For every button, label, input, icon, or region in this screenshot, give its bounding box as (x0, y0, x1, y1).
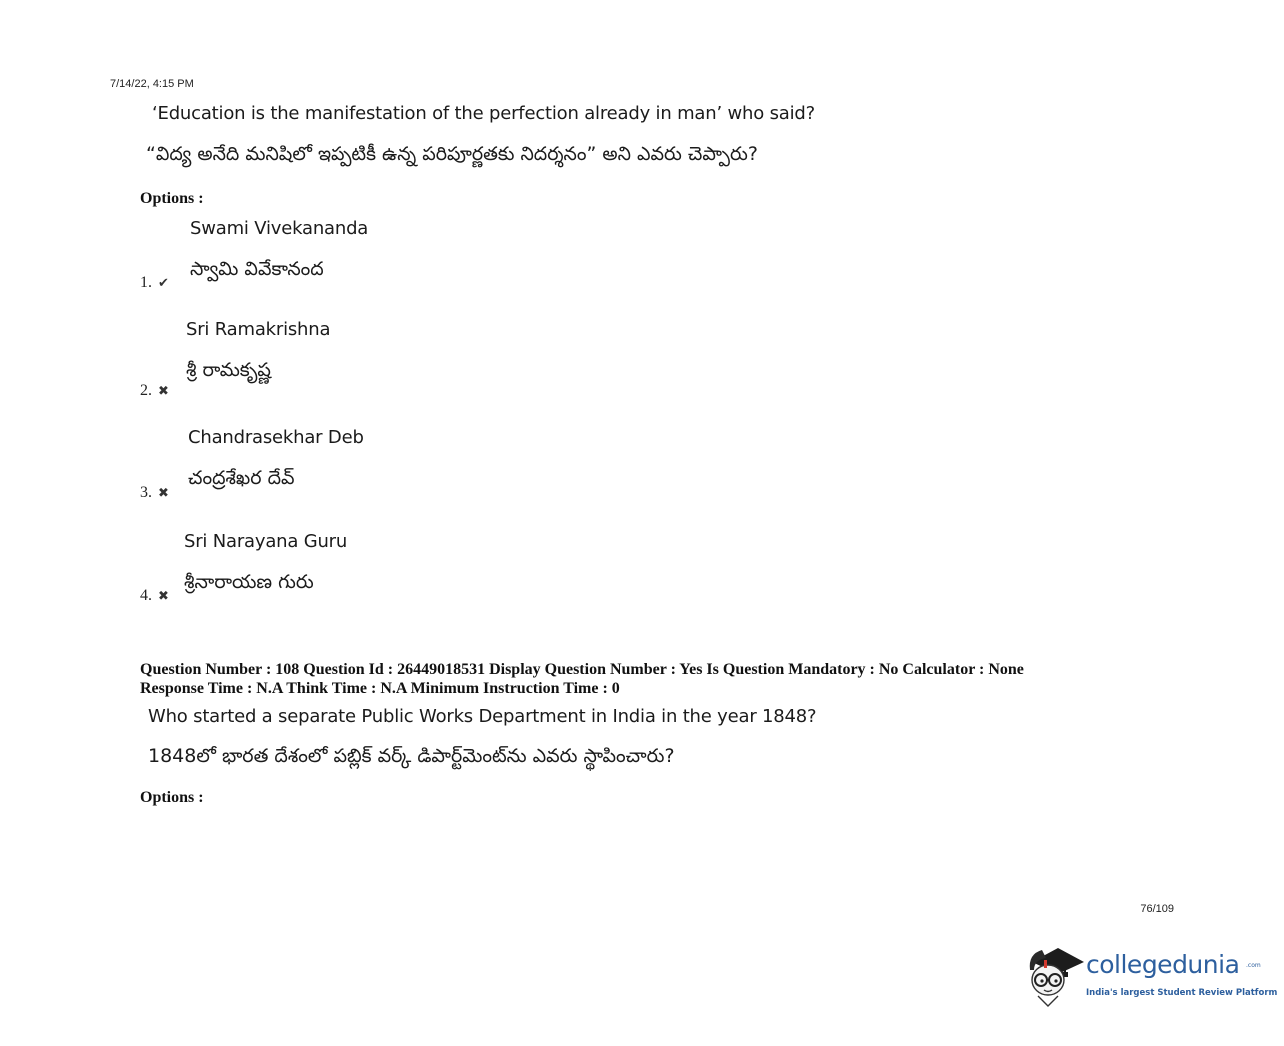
option-3-telugu: చంద్రశేఖర దేవ్ (188, 467, 295, 489)
print-timestamp: 7/14/22, 4:15 PM (110, 78, 194, 90)
wrong-cross-icon: ✖ (158, 486, 169, 501)
question-text-english: ‘Education is the manifestation of the perfection already in man’ who said? (152, 103, 815, 124)
option-number-label: 2. (140, 382, 152, 399)
option-3-number (140, 484, 169, 502)
student-mascot-icon (1024, 940, 1086, 1010)
option-2-english: Sri Ramakrishna (186, 319, 331, 340)
logo-wordmark: collegedunia (1086, 950, 1240, 979)
option-2-telugu: శ్రీ రామకృష్ణ (186, 359, 271, 381)
question-text-telugu: 1848లో భారత దేశంలో పబ్లిక్ వర్క్ డిపార్ట్‌మెంట్‌ను ఎవరు స్థాపించారు? (148, 745, 675, 767)
correct-check-icon: ✔ (158, 276, 169, 291)
option-4-english: Sri Narayana Guru (184, 531, 348, 552)
option-1-english: Swami Vivekananda (190, 218, 369, 239)
option-number-label: 4. (140, 587, 152, 604)
option-4-telugu: శ్రీనారాయణ గురు (184, 571, 314, 593)
option-number-label: 1. (140, 274, 152, 291)
question-meta-line-1: Question Number : 108 Question Id : 26449018531 Display Question Number : Yes Is Question Mandatory : No Calculator : None (140, 661, 1024, 678)
option-2-number (140, 382, 169, 400)
option-4-number (140, 587, 169, 605)
option-number-label: 3. (140, 484, 152, 501)
logo-domain: .com (1246, 962, 1261, 969)
option-3-english: Chandrasekhar Deb (188, 427, 364, 448)
collegedunia-logo (1024, 940, 1278, 1010)
options-heading: Options : (140, 190, 204, 207)
question-meta-line-2: Response Time : N.A Think Time : N.A Minimum Instruction Time : 0 (140, 680, 620, 697)
question-text-english: Who started a separate Public Works Department in India in the year 1848? (148, 706, 817, 727)
logo-tagline: India's largest Student Review Platform (1086, 988, 1278, 998)
wrong-cross-icon: ✖ (158, 384, 169, 399)
question-text-telugu: “విద్య అనేది మనిషిలో ఇప్పటికీ ఉన్న పరిపూర్ణతకు నిదర్శనం” అని ఎవరు చెప్పారు? (146, 143, 758, 165)
options-heading: Options : (140, 789, 204, 806)
wrong-cross-icon: ✖ (158, 589, 169, 604)
option-1-telugu: స్వామి వివేకానంద (190, 258, 324, 280)
page-number: 76/109 (1140, 903, 1174, 915)
option-1-number (140, 274, 169, 292)
